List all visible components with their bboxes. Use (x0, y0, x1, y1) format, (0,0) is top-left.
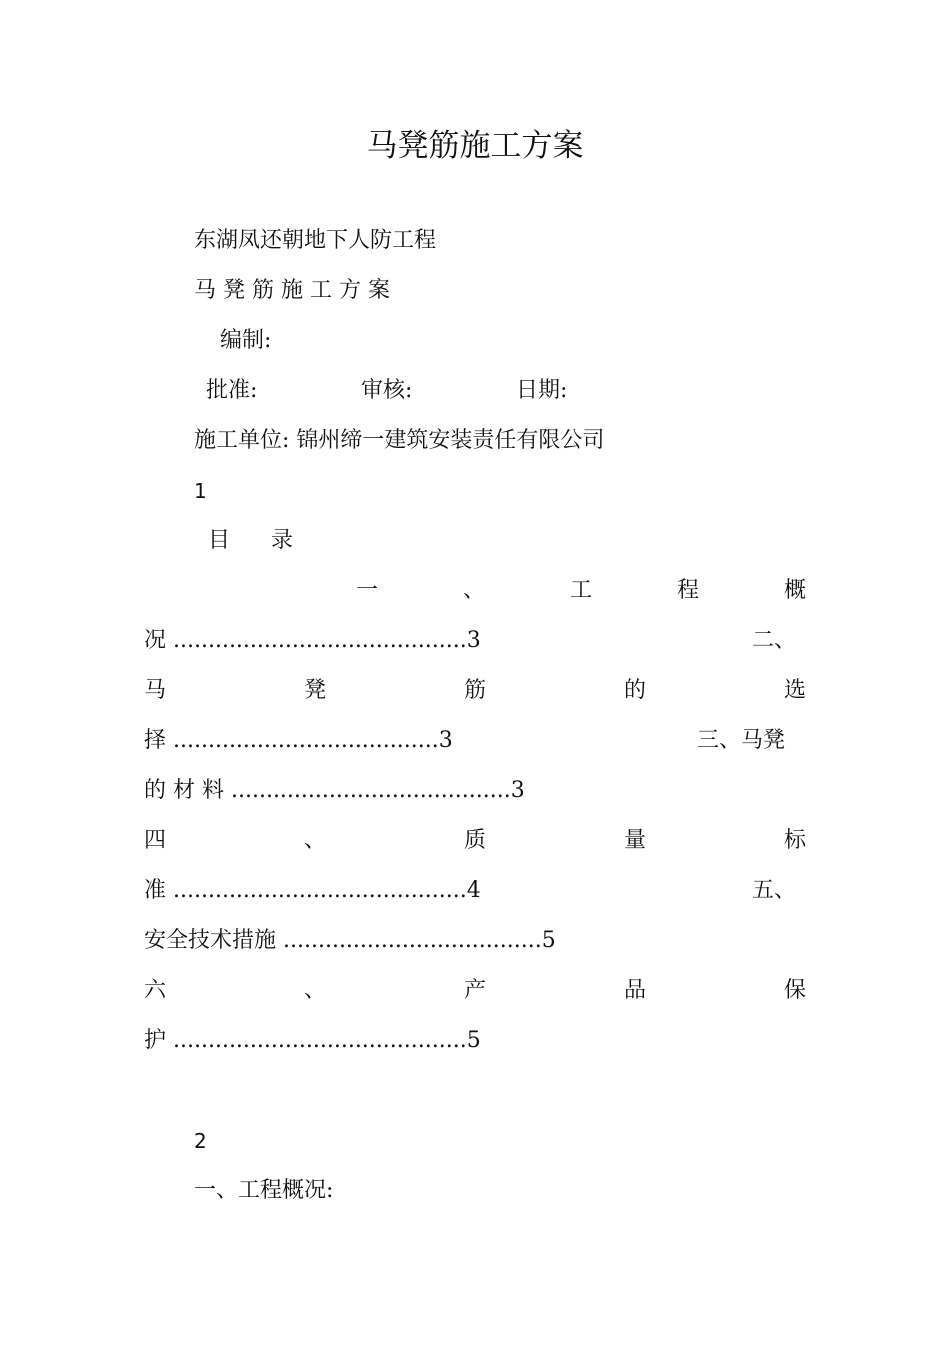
toc-char: 保 (783, 978, 806, 1003)
construction-unit: 施工单位: 锦州缔一建筑安装责任有限公司 (194, 428, 605, 453)
section-heading: 一、工程概况: (194, 1178, 334, 1203)
toc-char: 四 (144, 828, 167, 853)
toc-char: 、 (462, 578, 485, 603)
toc-char: 程 (676, 578, 699, 603)
reviewed-by-label: 审核: (361, 378, 413, 403)
toc-entry: 准 ..........................................4 (144, 878, 481, 903)
toc-char: 、 (303, 828, 326, 853)
toc-line (144, 826, 806, 856)
page-number: 2 (194, 1129, 207, 1153)
toc-entry: 护 ..........................................5 (144, 1028, 481, 1053)
document-title: 马凳筋施工方案 (366, 128, 584, 164)
toc-char: 选 (783, 678, 806, 703)
subtitle: 马 凳 筋 施 工 方 案 (194, 278, 390, 303)
toc-char: 标 (783, 828, 806, 853)
toc-title-char-1: 目 (208, 528, 231, 553)
project-name: 东湖凤还朝地下人防工程 (194, 228, 437, 253)
toc-entry: 二、 (752, 628, 797, 653)
toc-entry: 五、 (752, 878, 797, 903)
toc-char: 、 (303, 978, 326, 1003)
toc-char: 一 (356, 578, 379, 603)
toc-entry: 择 ......................................3 (144, 728, 453, 753)
toc-char: 的 (623, 678, 646, 703)
toc-char: 马 (144, 678, 167, 703)
toc-entry: 安全技术措施 .....................................5 (144, 928, 556, 953)
toc-entry: 的 材 料 ........................................3 (144, 778, 525, 803)
approved-by-label: 批准: (206, 378, 258, 403)
toc-char: 筋 (463, 678, 486, 703)
toc-title-char-2: 录 (271, 528, 294, 553)
toc-char: 概 (783, 578, 806, 603)
page-number: 1 (194, 479, 207, 503)
toc-entry: 况 ..........................................3 (144, 628, 481, 653)
toc-char: 量 (623, 828, 646, 853)
toc-entry: 三、马凳 (697, 728, 786, 753)
toc-char: 品 (623, 978, 646, 1003)
date-label: 日期: (516, 378, 568, 403)
toc-char: 产 (463, 978, 486, 1003)
toc-char: 六 (144, 978, 167, 1003)
toc-char: 工 (569, 578, 592, 603)
toc-char: 凳 (303, 678, 326, 703)
toc-line (356, 576, 806, 606)
toc-line (144, 676, 806, 706)
compiled-by-label: 编制: (220, 328, 272, 353)
toc-line (144, 976, 806, 1006)
toc-char: 质 (463, 828, 486, 853)
